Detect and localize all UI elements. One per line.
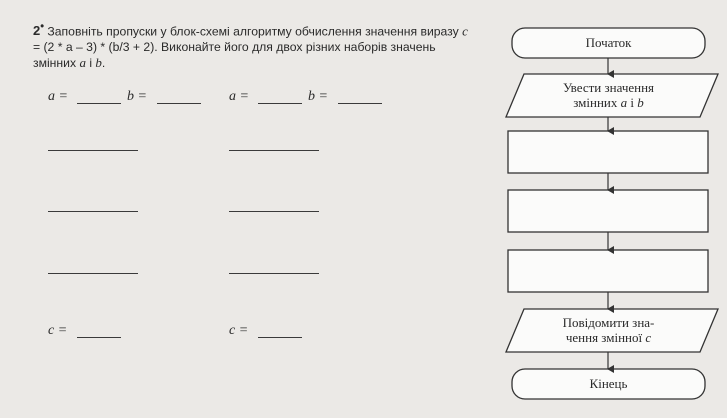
set2-c-label: c = (229, 323, 249, 338)
input-var-b: b (637, 95, 644, 110)
task-number: 2• (33, 21, 45, 39)
task-end: . (101, 56, 106, 71)
task-var-a: a (79, 55, 86, 71)
output-var-c: c (645, 330, 652, 345)
formula-rest: = (2 * a – 3) * (b/3 + 2). Виконайте його для двох різних наборів значень змінних (33, 40, 436, 71)
task-conj: і (85, 56, 96, 71)
task-text: Заповніть пропуски у блок-схемі алгоритму обчислення значення виразу (47, 24, 463, 39)
output-label (512, 315, 705, 345)
input-label (512, 80, 705, 110)
task-marker: • (40, 21, 45, 33)
process-block-2 (508, 190, 708, 232)
input-line1: Увести значення (562, 80, 655, 95)
process-block-3 (508, 250, 708, 292)
set1-a-label: a = (48, 89, 68, 104)
set2-b-label: b = (308, 89, 328, 104)
input-line2: змінних a і b (573, 95, 644, 110)
output-line1: Повідомити зна- (562, 315, 655, 330)
output-line2: чення змінної c (565, 330, 652, 345)
start-label: Початок (585, 35, 632, 50)
set1-c-label: c = (48, 323, 68, 338)
input-var-a: a (620, 95, 628, 110)
formula-var-c: c (462, 23, 468, 39)
task-var-b: b (95, 55, 102, 71)
set1-b-label: b = (127, 89, 147, 104)
process-block-1 (508, 131, 708, 173)
end-label: Кінець (589, 376, 628, 391)
set2-a-label: a = (229, 89, 249, 104)
